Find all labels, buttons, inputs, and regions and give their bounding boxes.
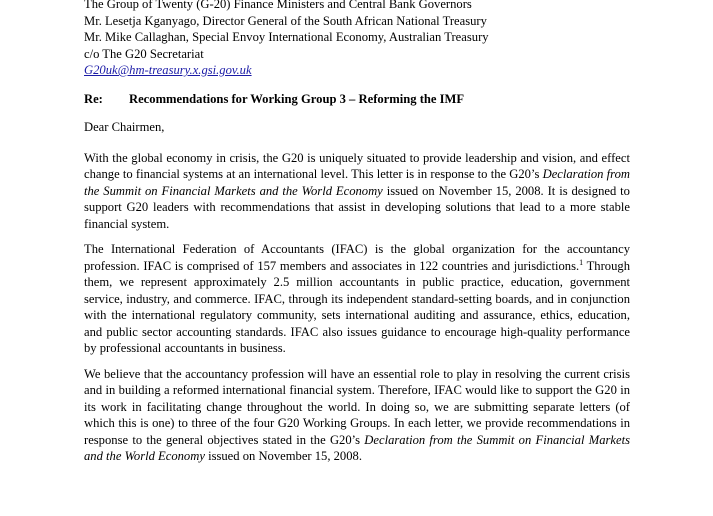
- secretariat-email-link[interactable]: G20uk@hm-treasury.x.gsi.gov.uk: [84, 63, 252, 77]
- salutation: Dear Chairmen,: [84, 120, 165, 134]
- paragraph-g20-role-text-start: With the global economy in crisis, the G20 is uniquely situated to provide leadership and vision, and effect change to financial systems at an international level. This letter is in response to the G20’s: [84, 150, 630, 181]
- paragraph-ifac-intro-text-end: Through them, we represent approximately 2.5 million accountants in public practice, education, government service, industry, and commerce. IFAC, through its independent standard-setting boards, and in conjunction with the international regulatory community, sets international auditing and assurance, ethics, education, and public sector accounting standards. IFAC also issues guidance to encourage high-quality performance by professional accountants in business.: [84, 258, 630, 355]
- paragraph-ifac-intro-text-start: The International Federation of Accountants (IFAC) is the global organization for the accountancy profession. IFAC is comprised of 157 members and associates in 122 countries and jurisdictions.: [84, 242, 630, 273]
- recipient-line-g20: The Group of Twenty (G-20) Finance Ministers and Central Bank Governors: [84, 0, 472, 11]
- paragraph-accountancy-role-text-start: We believe that the accountancy profession will have an essential role to play in resolving the current crisis and in building a reformed international financial system. Therefore, IFAC would like to support the G20 in its work in facilitating change throughout the world. In doing so, we are submitting separate letters (of which this is one) to three of the four G20 Working Groups. In each letter, we provide recommendations in response to the general objectives stated in the G20’s: [84, 366, 630, 447]
- declaration-title: Declaration from the Summit on Financial Markets and the World Economy: [84, 432, 630, 463]
- letter-page: [84, 0, 630, 465]
- recipient-block: [84, 0, 630, 79]
- recipient-line-secretariat: c/o The G20 Secretariat: [84, 46, 204, 61]
- footnote-marker[interactable]: 1: [579, 257, 584, 267]
- paragraph-accountancy-role: [84, 366, 630, 465]
- recipient-line-callaghan: Mr. Mike Callaghan, Special Envoy International Economy, Australian Treasury: [84, 30, 489, 44]
- paragraph-g20-role-text-end: issued on November 15, 2008. It is designed to support G20 leaders with recommendations that assist in developing solutions that lead to a more stable financial system.: [84, 183, 630, 231]
- subject-label: Re:: [84, 91, 103, 106]
- paragraph-accountancy-role-text-end: issued on November 15, 2008.: [204, 449, 362, 463]
- recipient-line-kganyago: Mr. Lesetja Kganyago, Director General of the South African National Treasury: [84, 13, 487, 28]
- declaration-title: Declaration from the Summit on Financial Markets and the World Economy: [84, 167, 630, 198]
- paragraph-g20-role: [84, 150, 630, 233]
- paragraph-ifac-intro: [84, 241, 630, 357]
- subject-text: Recommendations for Working Group 3 – Reforming the IMF: [129, 91, 465, 106]
- subject-line: [84, 91, 630, 108]
